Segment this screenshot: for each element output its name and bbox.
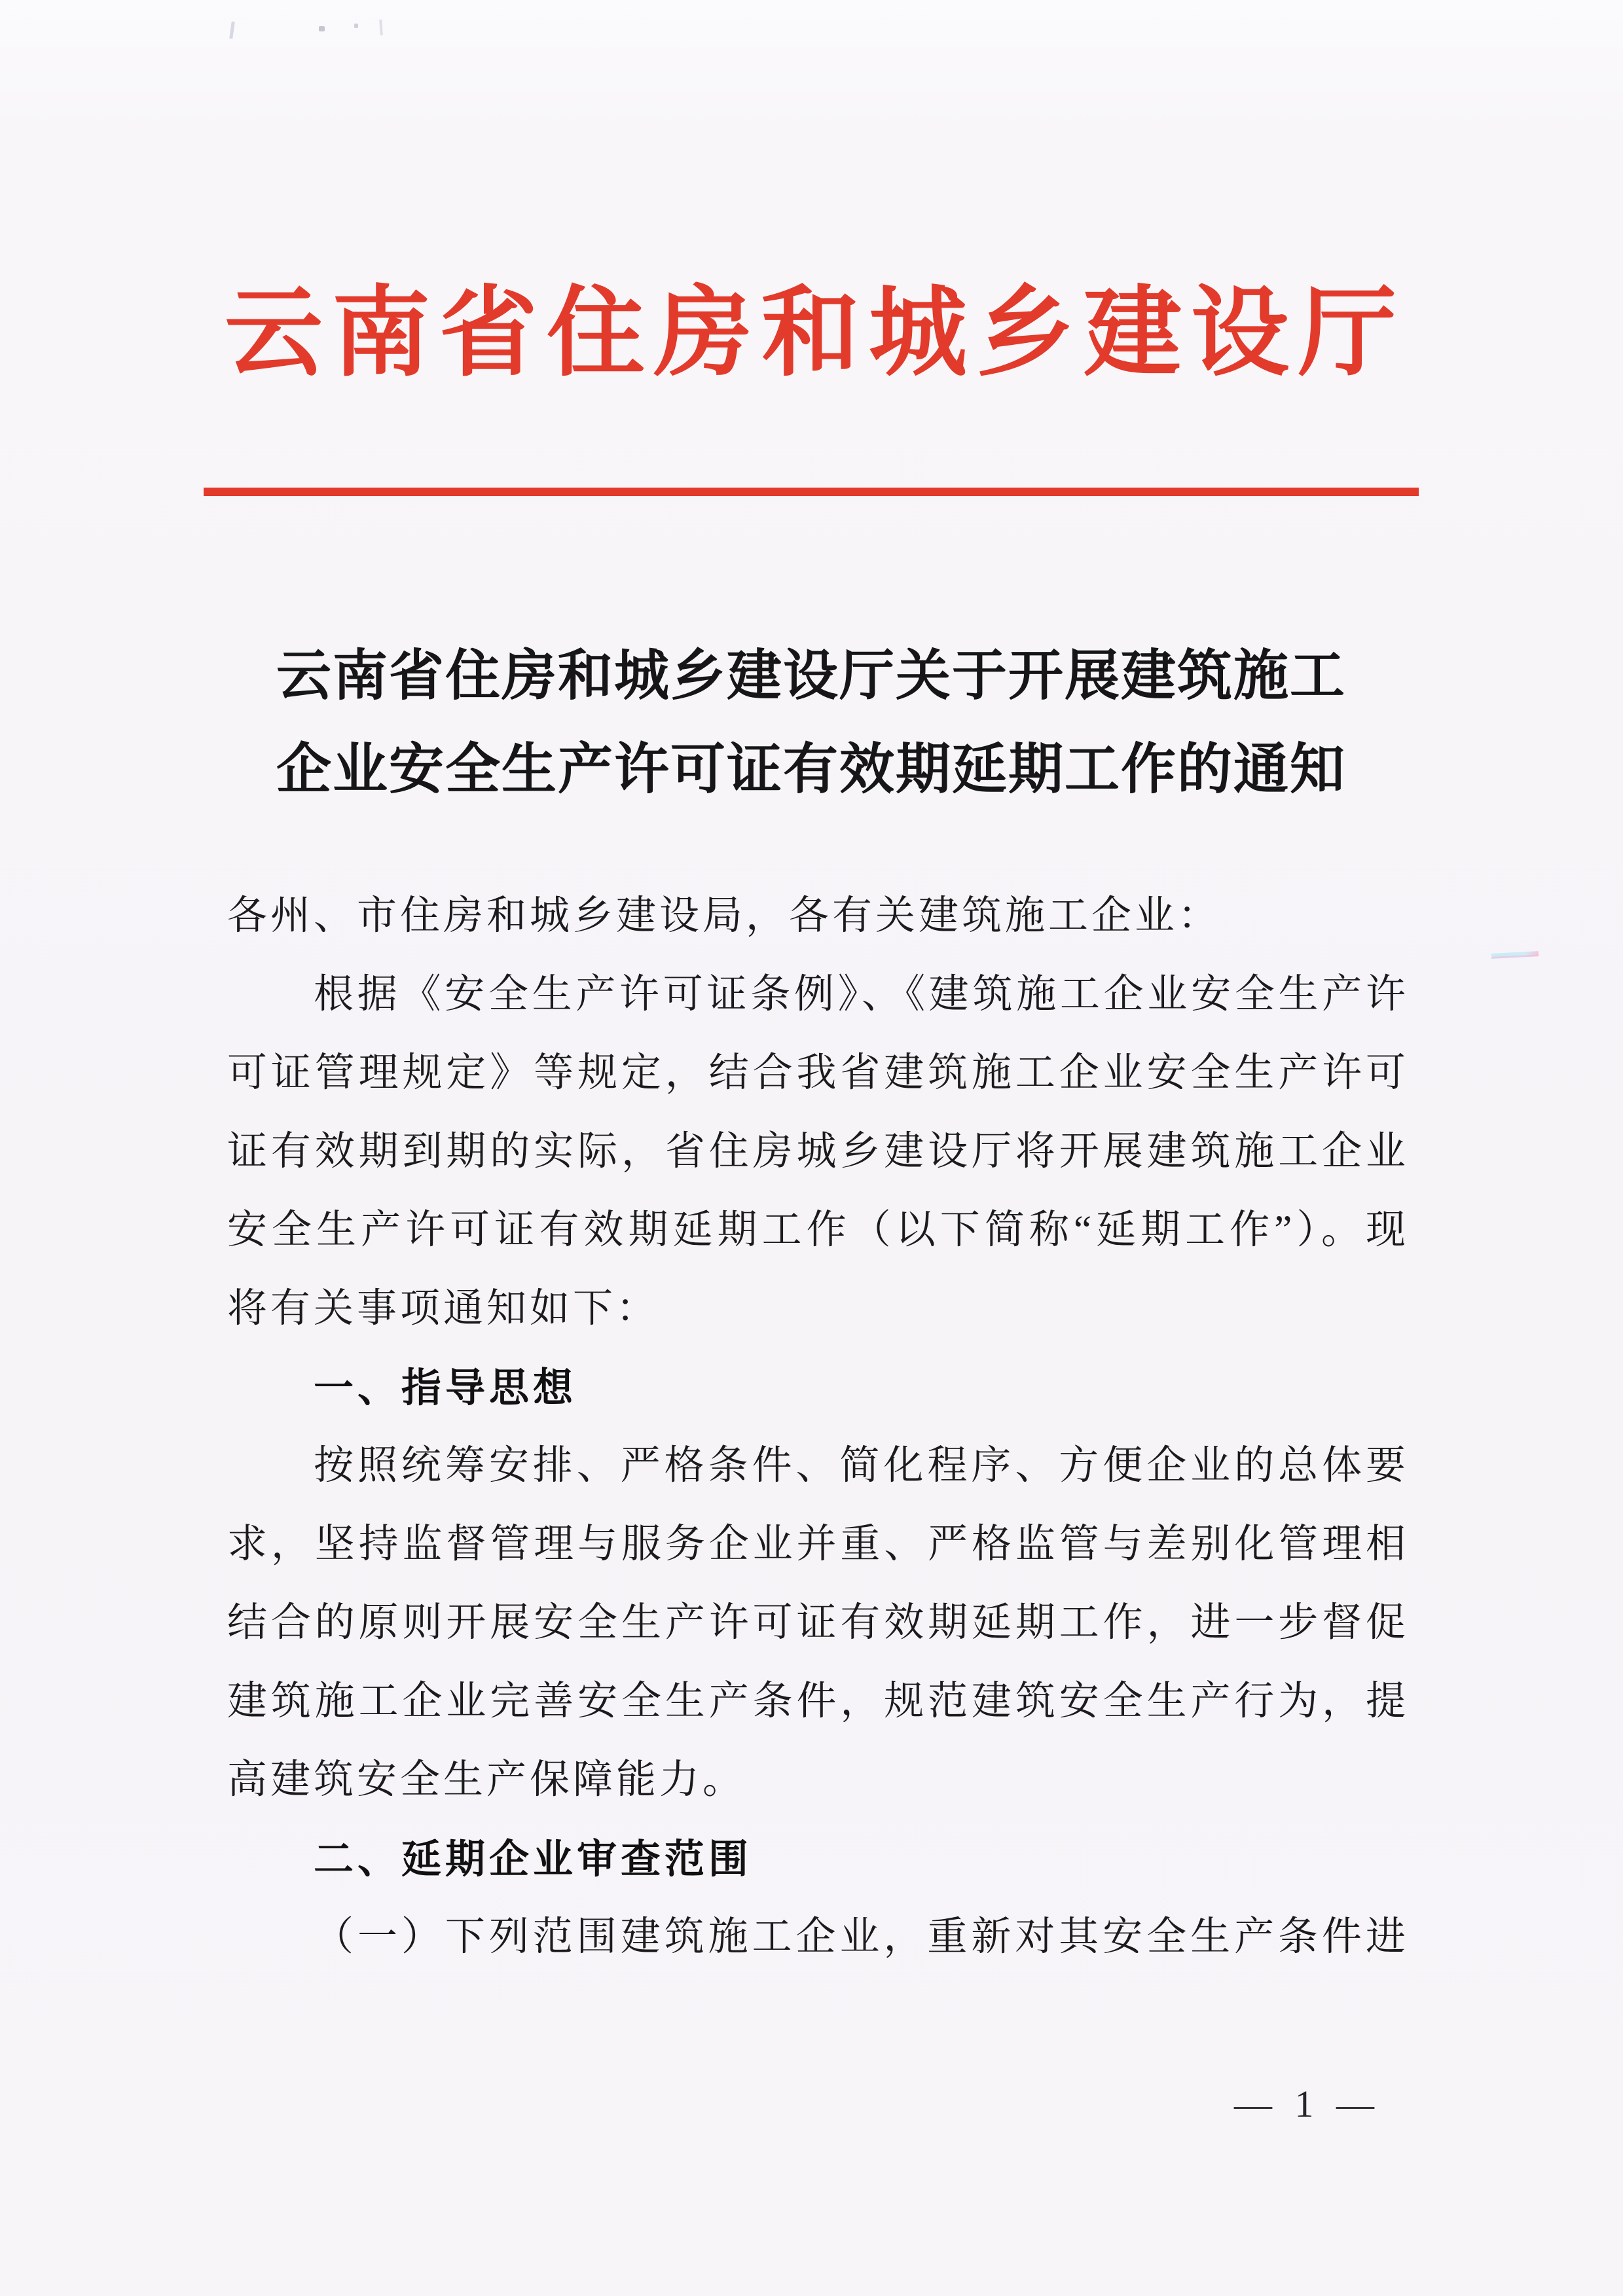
body-line: 高建筑安全生产保障能力。 [227, 1758, 746, 1802]
section-heading-2: 二、延期企业审查范围 [314, 1837, 753, 1881]
body-line: 安全生产许可证有效期延期工作（以下简称“延期工作”）。现 [227, 1208, 1406, 1252]
body-line: 求，坚持监督管理与服务企业并重、严格监管与差别化管理相 [227, 1522, 1406, 1566]
document-title-line-1: 云南省住房和城乡建设厅关于开展建筑施工 [276, 646, 1346, 707]
document-title-line-2: 企业安全生产许可证有效期延期工作的通知 [276, 740, 1346, 800]
document-body [227, 877, 1406, 1977]
salutation-line: 各州、市住房和城乡建设局，各有关建筑施工企业： [227, 894, 1222, 938]
body-line: 建筑施工企业完善安全生产条件，规范建筑安全生产行为，提 [227, 1679, 1406, 1723]
body-line: （一）下列范围建筑施工企业，重新对其安全生产条件进 [314, 1915, 1406, 1959]
body-line: 根据《安全生产许可证条例》、《建筑施工企业安全生产许 [314, 973, 1406, 1016]
scan-artifact [319, 26, 325, 31]
body-line: 将有关事项通知如下： [227, 1287, 660, 1331]
body-line: 证有效期到期的实际，省住房城乡建设厅将开展建筑施工企业 [227, 1130, 1406, 1174]
page-number: — 1 — [1234, 2083, 1381, 2125]
body-line: 可证管理规定》等规定，结合我省建筑施工企业安全生产许可 [227, 1051, 1406, 1095]
scan-artifact [354, 24, 358, 28]
letterhead-divider-rule [204, 488, 1419, 496]
scan-artifact [1491, 951, 1539, 959]
section-heading-1: 一、指导思想 [314, 1365, 577, 1410]
body-line: 按照统筹安排、严格条件、简化程序、方便企业的总体要 [314, 1444, 1406, 1488]
scan-artifact [379, 20, 383, 35]
scan-artifact [229, 22, 235, 39]
document-title [203, 630, 1418, 817]
body-line: 结合的原则开展安全生产许可证有效期延期工作，进一步督促 [227, 1601, 1406, 1645]
letterhead-title: 云南省住房和城乡建设厅 [224, 279, 1406, 388]
